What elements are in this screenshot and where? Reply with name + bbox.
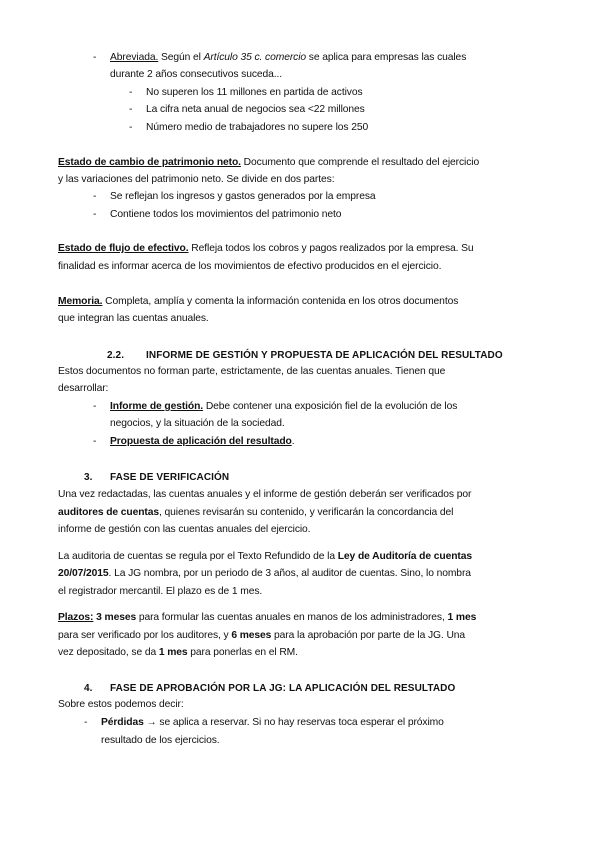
section-title: FASE DE VERIFICACIÓN	[110, 472, 230, 483]
memoria-line-1	[58, 295, 458, 308]
plazos-line-2	[58, 629, 465, 642]
estado-cambio-line-2: y las variaciones del patrimonio neto. Se divide en dos partes:	[58, 174, 335, 185]
abreviada-label: Abreviada.	[110, 52, 159, 63]
paragraph-line: Estos documentos no forman parte, estrictamente, de las cuentas anuales. Tienen que	[58, 366, 446, 377]
section-title: FASE DE APROBACIÓN POR LA JG: LA APLICACIÓN DEL RESULTADO	[110, 683, 456, 694]
paragraph-line	[58, 567, 471, 580]
paragraph-line: Una vez redactadas, las cuentas anuales y el informe de gestión deberán ser verificados por	[58, 489, 472, 500]
section-number: 4.	[84, 683, 93, 694]
bullet-dash: -	[93, 191, 97, 202]
abreviada-text: Según el	[158, 52, 204, 63]
paragraph-text: Documento que comprende el resultado del ejercicio	[240, 157, 480, 168]
list-item	[110, 435, 294, 448]
memoria-label: Memoria.	[58, 296, 103, 307]
estado-flujo-label: Estado de flujo de efectivo.	[58, 243, 189, 254]
paragraph-text: , quienes revisarán su contenido, y verificarán la concordancia del	[159, 507, 454, 518]
ley-auditoria-bold: Ley de Auditoría de cuentas	[337, 551, 472, 562]
paragraph-text: Completa, amplía y comenta la información contenida en los otros documentos	[102, 296, 459, 307]
section-title: INFORME DE GESTIÓN Y PROPUESTA DE APLICACIÓN DEL RESULTADO	[146, 350, 503, 361]
estado-cambio-line-1	[58, 156, 479, 169]
list-item	[101, 716, 444, 729]
bullet-dash: -	[93, 436, 97, 447]
arrow-text: →	[143, 717, 160, 728]
list-item-text: Debe contener una exposición fiel de la evolución de los	[203, 401, 458, 412]
paragraph-line: desarrollar:	[58, 383, 109, 394]
memoria-line-2: que integran las cuentas anuales.	[58, 313, 209, 324]
list-item: No superen los 11 millones en partida de activos	[146, 87, 363, 98]
estado-flujo-line-1	[58, 242, 474, 255]
abreviada-text: se aplica para empresas las cuales	[306, 52, 467, 63]
list-item-text: .	[291, 436, 295, 447]
informe-gestion-label: Informe de gestión.	[110, 401, 204, 412]
paragraph-text: para la aprobación por parte de la JG. Una	[271, 630, 466, 641]
article-reference: Artículo 35 c. comercio	[203, 52, 307, 63]
section-number: 2.2.	[107, 350, 125, 361]
paragraph-line: informe de gestión con las cuentas anuales del ejercicio.	[58, 524, 311, 535]
perdidas-bold: Pérdidas	[101, 717, 144, 728]
paragraph-text: para ser verificado por los auditores, y	[58, 630, 232, 641]
paragraph-line: Sobre estos podemos decir:	[58, 699, 184, 710]
bullet-dash: -	[129, 104, 133, 115]
bullet-dash: -	[93, 52, 97, 63]
estado-cambio-label: Estado de cambio de patrimonio neto.	[58, 157, 241, 168]
list-item: Se reflejan los ingresos y gastos generados por la empresa	[110, 191, 376, 202]
list-item	[110, 400, 457, 413]
list-item: Número medio de trabajadores no supere los 250	[146, 122, 369, 133]
list-item-continuation: negocios, y la situación de la sociedad.	[110, 418, 285, 429]
bold-text: 6 meses	[231, 630, 272, 641]
bold-text: 3 meses	[93, 612, 137, 623]
abreviada-line-1	[110, 51, 466, 64]
paragraph-text: La auditoria de cuentas se regula por el Texto Refundido de la	[58, 551, 338, 562]
paragraph-line	[58, 550, 472, 563]
paragraph-text: . La JG nombra, por un periodo de 3 años, al auditor de cuentas. Sino, lo nombra	[108, 568, 471, 579]
bullet-dash: -	[93, 209, 97, 220]
paragraph-line	[58, 506, 453, 519]
bold-text: 1 mes	[158, 647, 188, 658]
list-item: Contiene todos los movimientos del patrimonio neto	[110, 209, 342, 220]
section-number: 3.	[84, 472, 93, 483]
paragraph-text: para ponerlas en el RM.	[187, 647, 298, 658]
list-item: La cifra neta anual de negocios sea <22 millones	[146, 104, 365, 115]
fecha-ley-bold: 20/07/2015	[58, 568, 109, 579]
bullet-dash: -	[93, 401, 97, 412]
paragraph-text: para formular las cuentas anuales en manos de los administradores,	[136, 612, 448, 623]
paragraph-text: Refleja todos los cobros y pagos realizados por la empresa. Su	[188, 243, 474, 254]
plazos-line-1	[58, 611, 476, 624]
propuesta-label: Propuesta de aplicación del resultado	[110, 436, 292, 447]
bullet-dash: -	[129, 87, 133, 98]
bold-text: 1 mes	[447, 612, 477, 623]
paragraph-line: el registrador mercantil. El plazo es de 1 mes.	[58, 586, 263, 597]
paragraph-text: vez depositado, se da	[58, 647, 159, 658]
abreviada-line-2: durante 2 años consecutivos suceda...	[110, 69, 283, 80]
plazos-label: Plazos:	[58, 612, 94, 623]
plazos-line-3	[58, 646, 298, 659]
list-item-text: se aplica a reservar. Si no hay reservas toca esperar el próximo	[159, 717, 444, 728]
auditores-bold: auditores de cuentas	[58, 507, 159, 518]
list-item-continuation: resultado de los ejercicios.	[101, 735, 220, 746]
bullet-dash: -	[84, 717, 88, 728]
bullet-dash: -	[129, 122, 133, 133]
estado-flujo-line-2: finalidad es informar acerca de los movimientos de efectivo producidos en el ejercicio.	[58, 261, 442, 272]
